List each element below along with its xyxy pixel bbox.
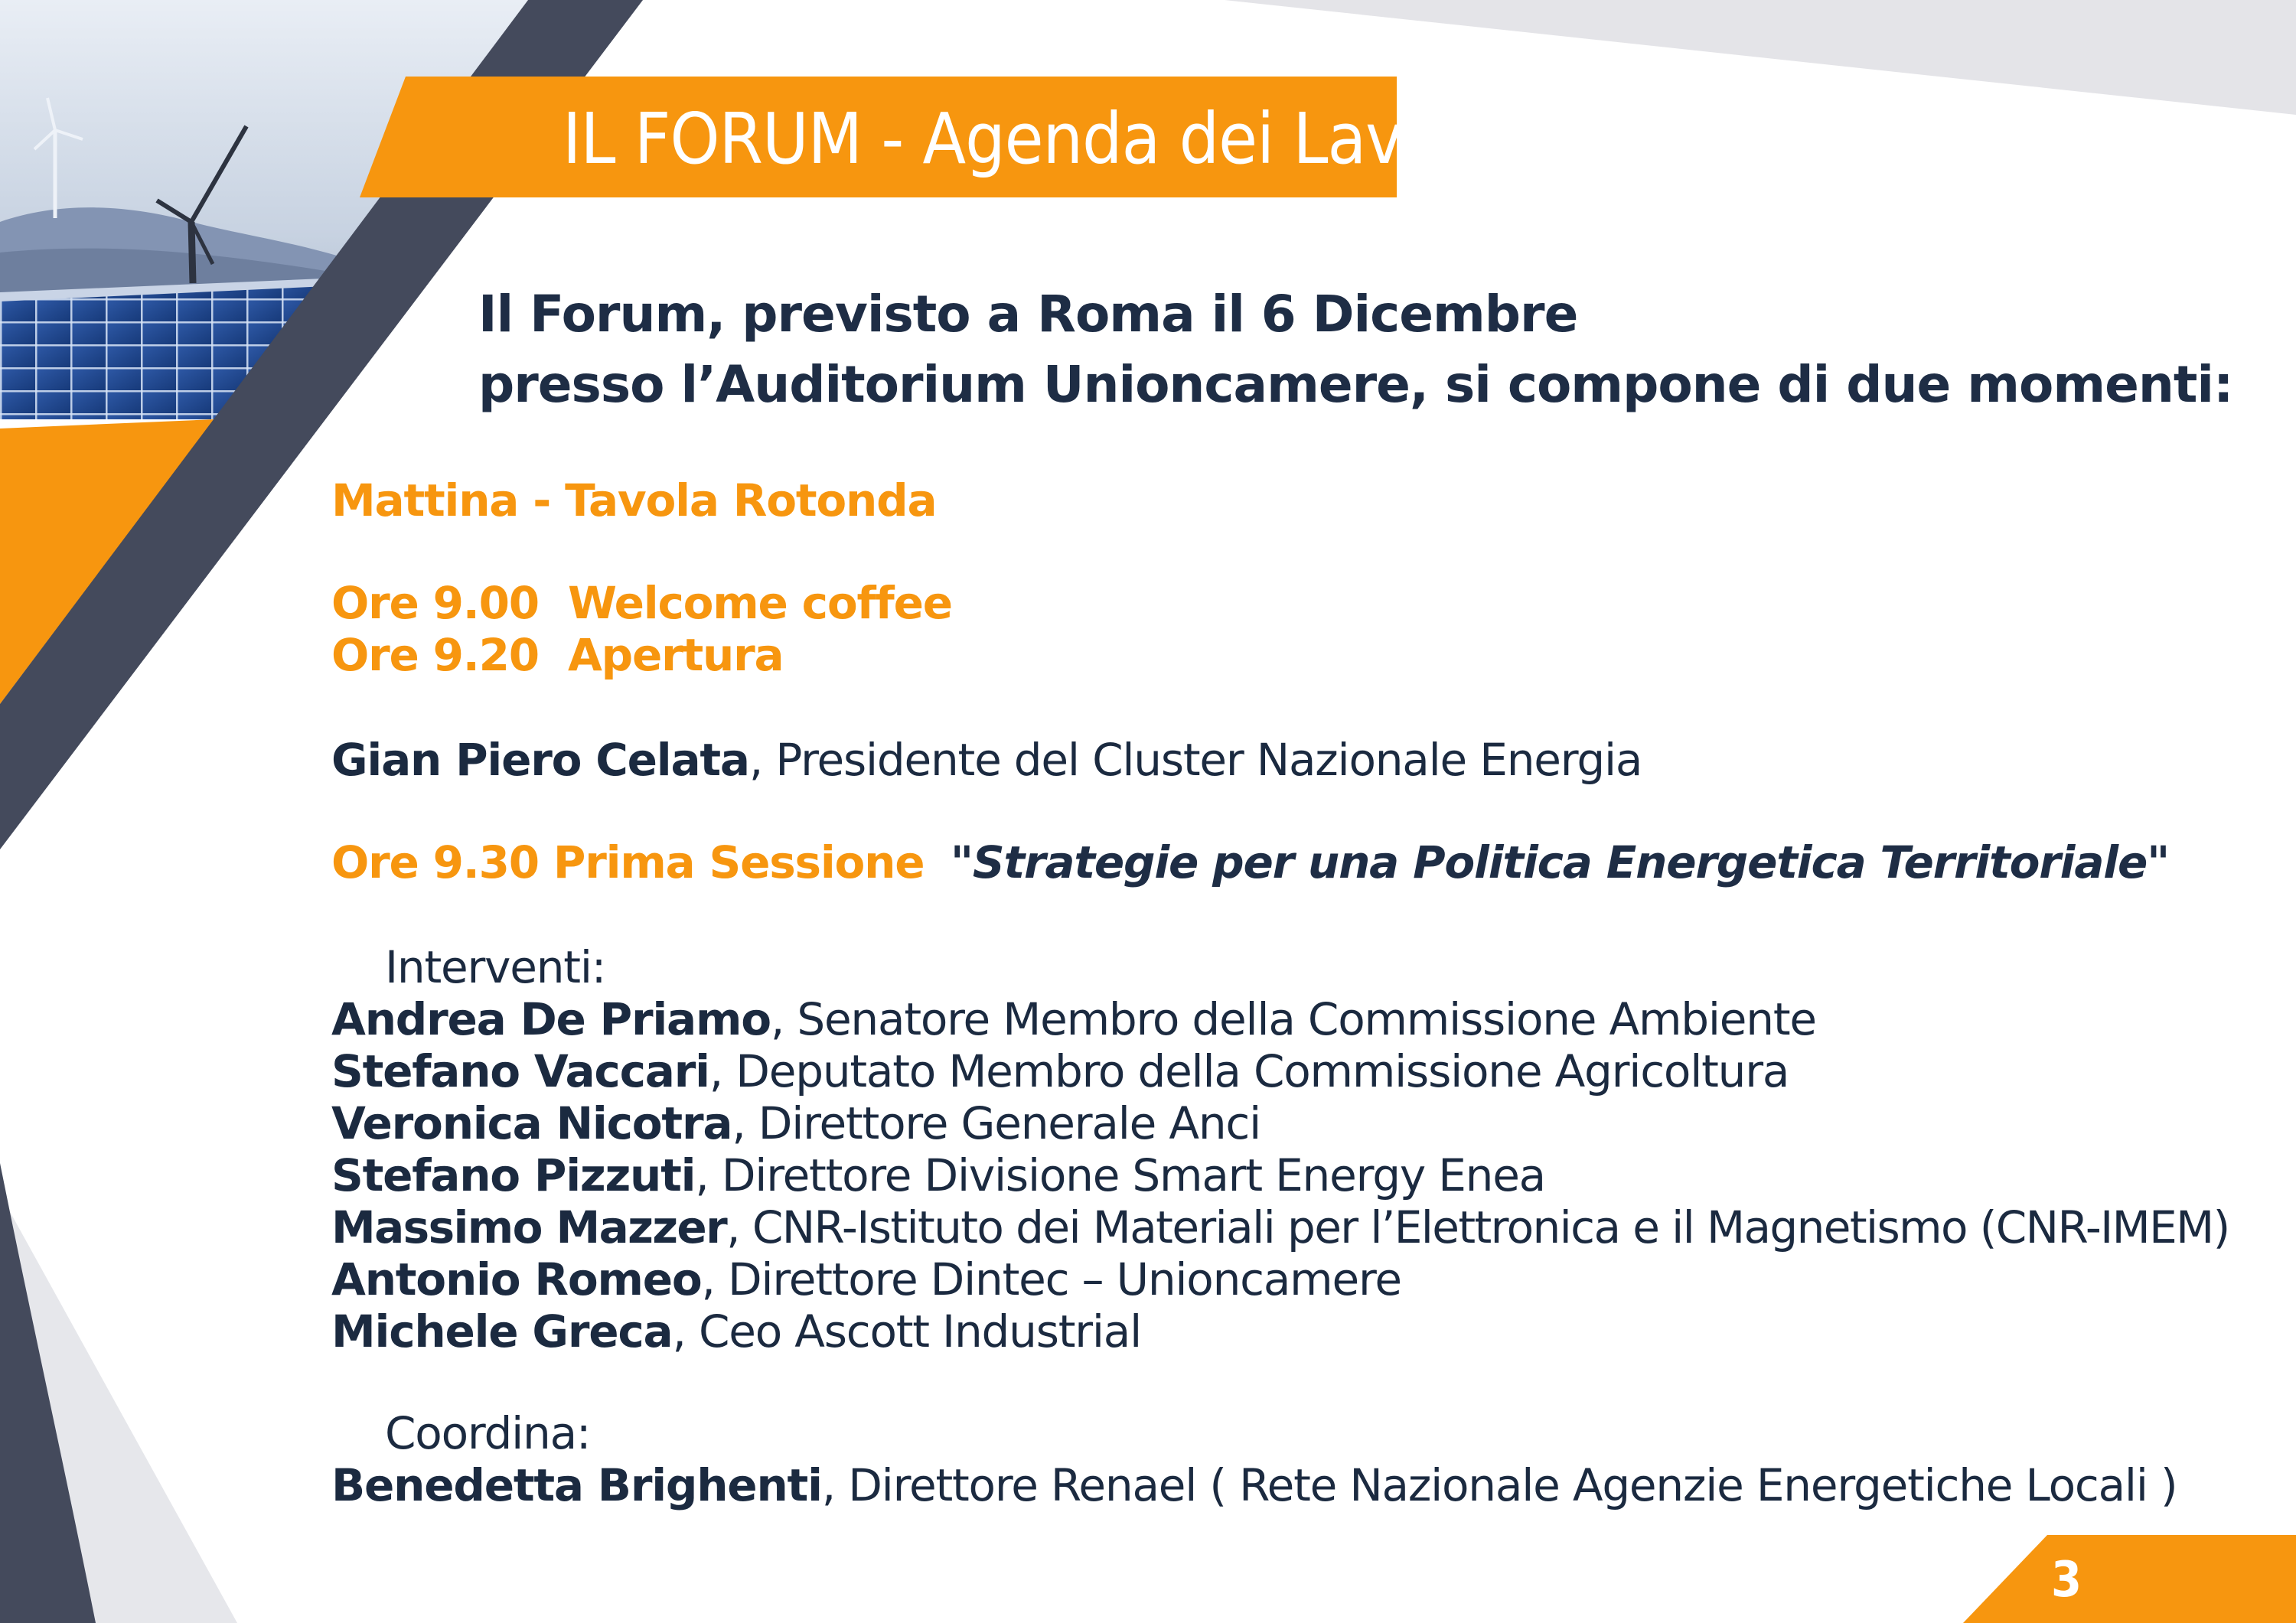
session-line	[331, 836, 2169, 889]
schedule-item	[331, 628, 783, 682]
speaker-role: , Ceo Ascott Industrial	[672, 1305, 1142, 1357]
intro-text	[478, 279, 2232, 420]
speaker-role: , Senatore Membro della Commissione Ambiente	[770, 993, 1816, 1045]
schedule-label: Welcome coffee	[567, 577, 952, 629]
coordinator-role: , Direttore Renael ( Rete Nazionale Agenzie Energetiche Locali )	[821, 1459, 2177, 1511]
speaker-role: , Direttore Divisione Smart Energy Enea	[695, 1149, 1546, 1201]
page-number: 3	[2050, 1552, 2082, 1608]
speaker-name: Gian Piero Celata	[331, 734, 749, 786]
schedule-time: Ore 9.20	[331, 629, 539, 681]
schedule-time: Ore 9.00	[331, 577, 539, 629]
speaker-row	[331, 1149, 1545, 1202]
intro-line-2: presso l’Auditorium Unioncamere, si compone di due momenti:	[478, 355, 2233, 414]
coordinator-name: Benedetta Brighenti	[331, 1459, 822, 1511]
speaker-name: Stefano Vaccari	[331, 1045, 709, 1097]
speaker-row	[331, 992, 1816, 1046]
speaker-role: , Direttore Generale Anci	[732, 1097, 1261, 1149]
speaker-name: Andrea De Priamo	[331, 993, 771, 1045]
speaker-role: , Direttore Dintec – Unioncamere	[701, 1253, 1401, 1305]
session-label: Ore 9.30 Prima Sessione	[331, 836, 925, 888]
speaker-name: Michele Greca	[331, 1305, 673, 1357]
schedule-label: Apertura	[567, 629, 784, 681]
speaker-row	[331, 1305, 1141, 1358]
coordina-label: Coordina:	[385, 1407, 591, 1459]
speaker-row	[331, 1097, 1261, 1150]
speaker-role: , Presidente del Cluster Nazionale Energia	[748, 734, 1642, 786]
speaker-name: Veronica Nicotra	[331, 1097, 732, 1149]
intro-line-1: Il Forum, previsto a Roma il 6 Dicembre	[478, 285, 1578, 344]
interventi-label: Interventi:	[385, 941, 606, 993]
session-title: "Strategie per una Politica Energetica Territoriale"	[950, 836, 2170, 888]
morning-heading: Mattina - Tavola Rotonda	[331, 474, 937, 526]
coordinator-row	[331, 1458, 2177, 1512]
speaker-name: Stefano Pizzuti	[331, 1149, 696, 1201]
speaker-name: Massimo Mazzer	[331, 1201, 727, 1253]
speaker-role: , Deputato Membro della Commissione Agricoltura	[709, 1045, 1789, 1097]
speaker-row	[331, 1045, 1789, 1098]
speaker-role: , CNR-Istituto dei Materiali per l’Elettronica e il Magnetismo (CNR-IMEM)	[726, 1201, 2229, 1253]
speaker-name: Antonio Romeo	[331, 1253, 702, 1305]
speaker-row	[331, 1253, 1401, 1306]
opening-speaker	[331, 733, 1642, 787]
speaker-row	[331, 1201, 2229, 1254]
schedule-item	[331, 576, 952, 630]
page-title: IL FORUM - Agenda dei Lavori	[563, 98, 1482, 180]
